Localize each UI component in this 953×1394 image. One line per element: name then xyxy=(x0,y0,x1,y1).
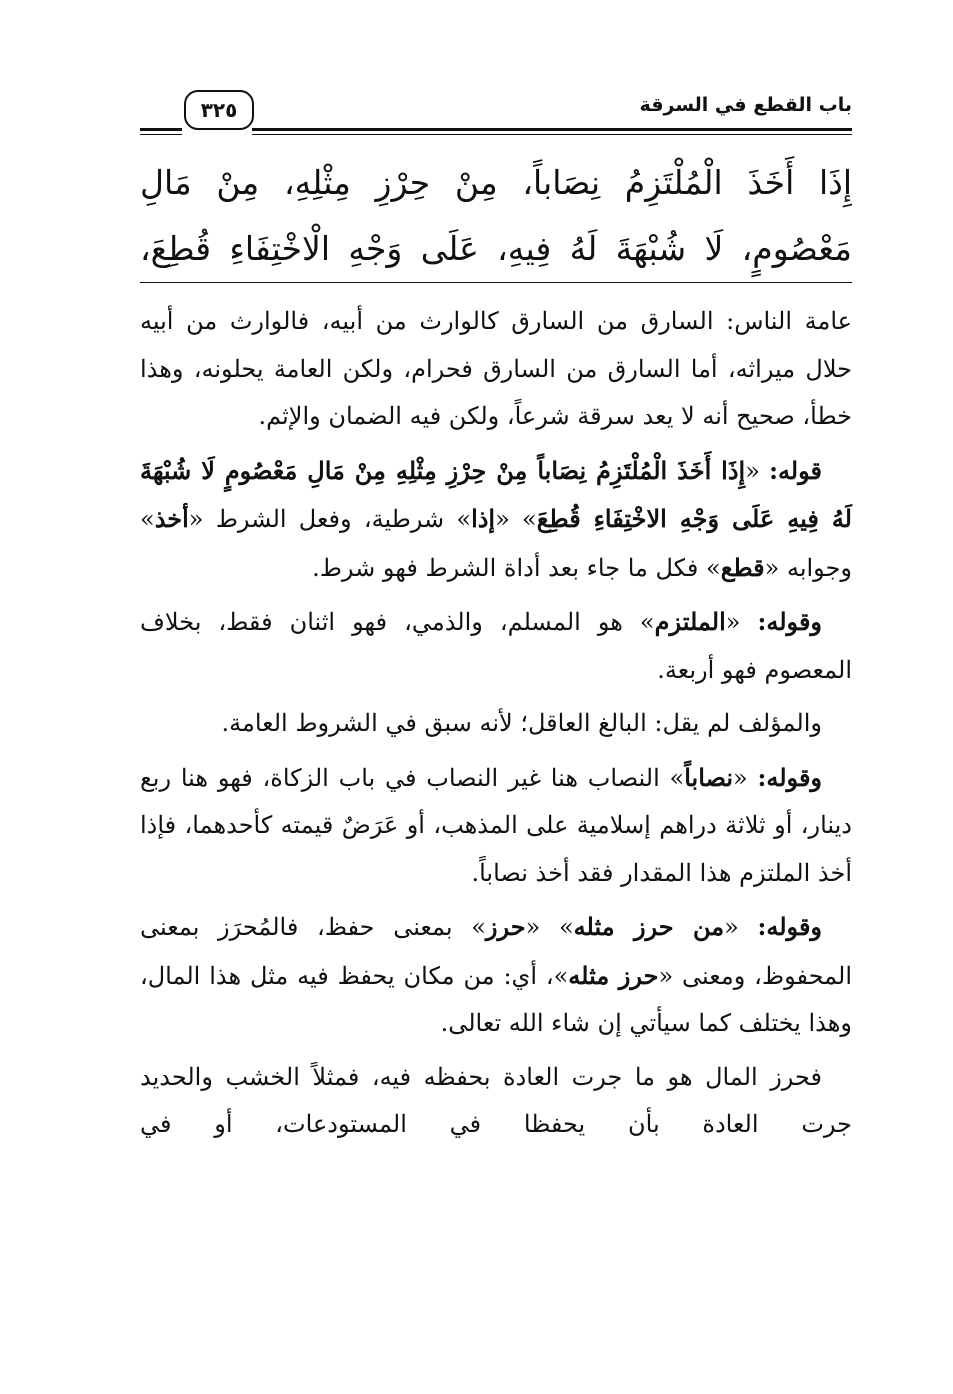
matn-separator-rule xyxy=(140,282,852,283)
paragraph-6-text-2: » « xyxy=(525,913,574,941)
paragraph-3 xyxy=(140,598,852,694)
paragraph-2-bold-3: قطع xyxy=(720,552,765,582)
paragraph-6-text-3: » بمعنى حفظ، فالمُحرَز بمعنى المحفوظ، ومعنى « xyxy=(140,913,852,990)
paragraph-2-text-3: » وجوابه « xyxy=(140,505,852,582)
paragraph-5 xyxy=(140,754,852,898)
header-rule-thick xyxy=(252,128,852,131)
matn-text xyxy=(140,150,852,282)
paragraph-2-lead: قوله: xyxy=(769,455,822,485)
paragraph-5-text-2: » النصاب هنا غير النصاب في باب الزكاة، فهو هنا ربع دينار، أو ثلاثة دراهم إسلامية على المذهب، أو عَرَضٌ قيمته كأحدهما، فإذا أخذ الملتزم هذا المقدار فقد أخذ نصاباً. xyxy=(140,763,852,887)
paragraph-6-text-1: « xyxy=(724,913,758,941)
paragraph-2-text-1: « xyxy=(495,505,510,533)
paragraph-3-text-2: » هو المسلم، والذمي، فهو اثنان فقط، بخلاف المعصوم فهو أربعة. xyxy=(140,608,852,684)
paragraph-7 xyxy=(140,1054,852,1149)
paragraph-3-lead: وقوله: xyxy=(757,607,822,636)
matn-line-2: مَعْصُومٍ، لَا شُبْهَةَ لَهُ فِيهِ، عَلَى وَجْهِ الْاخْتِفَاءِ قُطِعَ، xyxy=(140,229,852,268)
paragraph-6-text-4: »، أي: من مكان يحفظ فيه مثل هذا المال، وهذا يختلف كما سيأتي إن شاء الله تعالى. xyxy=(140,961,852,1037)
paragraph-1 xyxy=(140,298,852,441)
matn-line-1: إِذَا أَخَذَ الْمُلْتَزِمُ نِصَاباً، مِنْ حِرْزِ مِثْلِهِ، مِنْ مَالِ xyxy=(140,163,852,202)
paragraph-5-bold-1: نصاباً xyxy=(684,762,734,792)
paragraph-3-text-1: « xyxy=(725,608,758,636)
paragraph-6-lead: وقوله: xyxy=(757,912,822,941)
paragraph-6-bold-3: حرز مثله xyxy=(568,960,659,990)
paragraph-4 xyxy=(140,700,852,748)
paragraph-2-bold-1: إذا xyxy=(471,504,496,533)
paragraph-2-text-4: » فكل ما جاء بعد أداة الشرط فهو شرط. xyxy=(312,553,721,582)
paragraph-2 xyxy=(140,447,852,593)
paragraph-2-quote-open: « xyxy=(745,456,770,485)
paragraph-2-quote-close: » xyxy=(509,505,537,533)
paragraph-3-bold-1: الملتزم xyxy=(654,607,726,636)
paragraph-7-text: فحرز المال هو ما جرت العادة بحفظه فيه، فمثلاً الخشب والحديد جرت العادة بأن يحفظا في المستودعات، أو في xyxy=(140,1062,852,1138)
paragraph-5-text-1: « xyxy=(733,763,758,792)
paragraph-6-bold-2: حرز xyxy=(485,912,526,941)
paragraph-2-bold-2: أخذ xyxy=(154,504,189,533)
paragraph-5-lead: وقوله: xyxy=(757,762,823,792)
paragraph-1-text: عامة الناس: السارق من السارق كالوارث من أبيه، فالوارث من أبيه حلال ميراثه، أما السارق من السارق فحرام، ولكن العامة يحلونه، وهذا خطأ، صحيح أنه لا يعد سرقة شرعاً، ولكن فيه الضمان والإثم. xyxy=(140,307,852,430)
header-rule-left-thin xyxy=(140,134,182,135)
paragraph-6 xyxy=(140,903,852,1048)
header-rule-left-thick xyxy=(140,128,182,131)
running-head: باب القطع في السرقة xyxy=(639,94,852,116)
page-header xyxy=(140,88,852,148)
commentary xyxy=(140,298,852,1155)
page-number: ٣٢٥ xyxy=(200,98,238,122)
paragraph-2-quote: إِذَا أَخَذَ الْمُلْتَزِمُ نِصَاباً مِنْ حِرْزِ مِثْلِهِ مِنْ مَالِ مَعْصُومٍ لَا شُبْهَةَ لَهُ فِيهِ عَلَى وَجْهِ الاخْتِفَاءِ قُطِعَ xyxy=(140,455,852,533)
paragraph-4-text: والمؤلف لم يقل: البالغ العاقل؛ لأنه سبق في الشروط العامة. xyxy=(221,709,822,737)
paragraph-2-text-2: » شرطية، وفعل الشرط « xyxy=(188,505,472,533)
page-number-frame xyxy=(184,90,254,130)
header-rule-thin xyxy=(252,134,852,135)
paragraph-6-bold-1: من حرز مثله xyxy=(573,912,725,941)
